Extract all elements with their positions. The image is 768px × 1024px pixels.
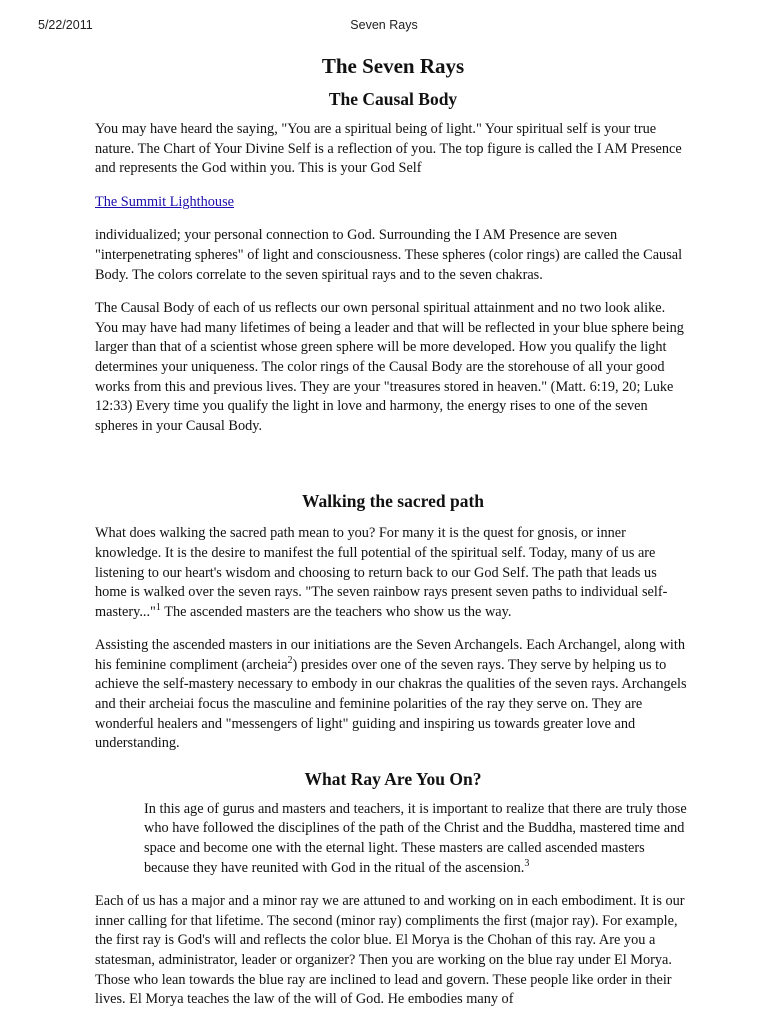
- paragraph-causal-body-detail: The Causal Body of each of us reflects our own personal spiritual attainment and no two look alike. You may have had many lifetimes of being a leader and that will be reflected in your blue sphere being larger than that of a scientist whose green sphere will be more developed. How you qualify the light determines your uniqueness. The color rings of the Causal Body are the storehouse of all your good works from this and previous lives. They are your "treasures stored in heaven." (Matt. 6:19, 20; Luke 12:33) Every time you qualify the light in love and harmony, the energy rises to one of the seven spheres in your Causal Body.: [95, 300, 684, 434]
- blockquote-text: In this age of gurus and masters and teachers, it is important to realize that there are truly those who have followed the disciplines of the path of the Christ and the Buddha, mastered time and space and become one with the eternal light. These masters are called ascended masters because they have reunited with God in the ritual of the ascension.: [144, 800, 687, 876]
- paragraph-major-minor-ray: Each of us has a major and a minor ray we are attuned to and working on in each embodiment. It is our inner calling for that lifetime. The second (minor ray) compliments the first (major ray). For example, the first ray is God's will and reflects the color blue. El Morya is the Chohan of this ray. Are you a statesman, administrator, leader or organizer? Then you are working on the blue ray under El Morya. Those who lean towards the blue ray are inclined to lead and govern. These people like order in their lives. El Morya teaches the law of the will of God. He embodies many of: [95, 893, 685, 1008]
- paragraph-archangels-text: Assisting the ascended masters in our initiations are the Seven Archangels. Each Archangel, along with his feminine compliment (archeia: [95, 637, 685, 673]
- page-header: [0, 18, 768, 36]
- print-date: 5/22/2011: [38, 18, 93, 32]
- summit-lighthouse-link[interactable]: The Summit Lighthouse: [95, 193, 234, 210]
- footnote-ref-2: 2: [287, 655, 293, 667]
- page-title: The Seven Rays: [321, 54, 465, 78]
- page-subtitle: The Causal Body: [328, 89, 458, 109]
- paragraph-sacred-path: [95, 524, 691, 622]
- paragraph-intro: You may have heard the saying, "You are a spiritual being of light." Your spiritual self is your true nature. The Chart of Your Divine Self is a reflection of you. The top figure is called the I AM Presence and represents the God within you. This is your God Self: [95, 121, 682, 177]
- paragraph-sacred-path-tail: The ascended masters are the teachers who show us the way.: [160, 603, 512, 620]
- section-heading-sacred-path: Walking the sacred path: [302, 491, 484, 512]
- spacer: [95, 450, 691, 490]
- footnote-ref-3: 3: [524, 857, 530, 869]
- paragraph-causal-body: individualized; your personal connection to God. Surrounding the I AM Presence are seven "interpenetrating spheres" of light and consciousness. These spheres (color rings) are called the Causal Body. The colors correlate to the seven spiritual rays and to the seven chakras.: [95, 227, 683, 283]
- section-heading-what-ray: What Ray Are You On?: [304, 768, 482, 789]
- footnote-ref-1: 1: [155, 601, 161, 613]
- document-body: [95, 52, 691, 1024]
- header-title: Seven Rays: [350, 18, 418, 32]
- paragraph-archangels-tail: ) presides over one of the seven rays. They serve by helping us to achieve the self-mastery necessary to embody in our chakras the qualities of the seven rays. Archangels and their archeiai focus the masculine and feminine polarities of the ray they serve on. They are wonderful healers and "messengers of light" guiding and inspiring us towards greater love and understanding.: [95, 656, 687, 752]
- blockquote-ascended-masters: [144, 800, 690, 878]
- paragraph-archangels: [95, 636, 691, 754]
- paragraph-sacred-path-text: What does walking the sacred path mean to you? For many it is the quest for gnosis, or inner knowledge. It is the desire to manifest the full potential of the spiritual self. Today, many of us are listening to our heart's wisdom and choosing to return back to our God Self. The path that leads us home is walked over the seven rays. "The seven rainbow rays present seven paths to individual self-mastery...": [95, 525, 668, 620]
- link-paragraph: [95, 193, 691, 213]
